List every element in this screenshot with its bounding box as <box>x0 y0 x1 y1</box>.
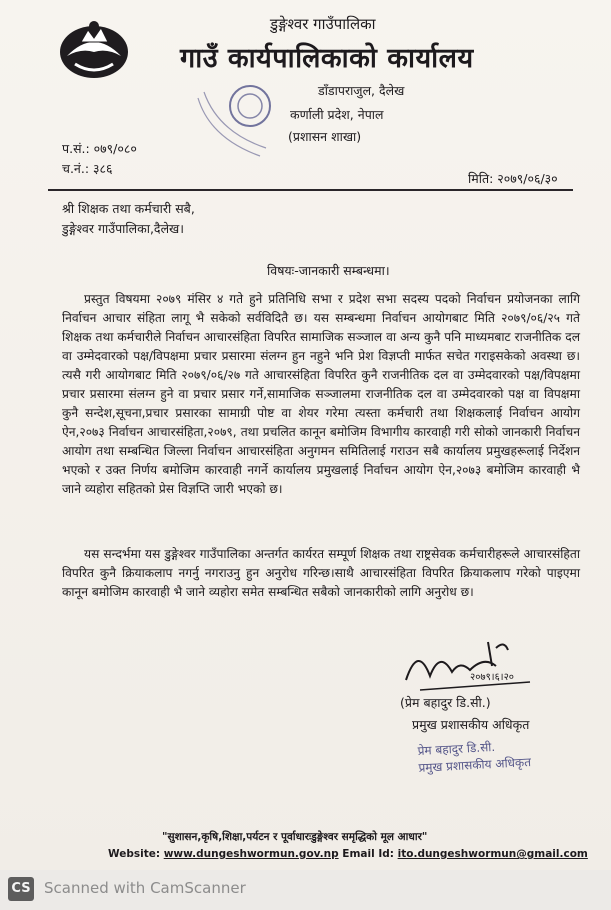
name-seal <box>417 737 531 777</box>
subject-line: विषयः-जानकारी सम्बन्धमा। <box>267 263 390 278</box>
handwritten-signature <box>400 636 550 696</box>
body-paragraph-1: प्रस्तुत विषयमा २०७९ मंसिर ४ गते हुने प्रतिनिधि सभा र प्रदेश सभा सदस्य पदको निर्वाचन प्रयोजनका लागि निर्वाचन आचार संहिता लागू भै सकेको सर्वविदितै छ। यस सम्बन्धमा निर्वाचन आयोगबाट मिति २०७९/०६/२५ गते शिक्षक तथा कर्मचारीले निर्वाचन आचारसंहिता विपरित सामाजिक सञ्जाल वा अन्य कुनै पनि माध्यमबाट राजनीतिक दल वा उम्मेदवारको पक्ष/विपक्षमा प्रचार प्रसारमा संलग्न हुन नहुने भनि प्रेश विज्ञप्ती मार्फत सचेत गराइसकेको अवस्था छ।त्यसै गरी आयोगबाट मिति २०७९/०६/२७ गते आचारसंहिता विपरित कुनै राजनीतिक दल वा उम्मेदवारको पक्ष/विपक्षमा प्रचार प्रसारमा संलग्न हुने वा प्रचार प्रसार गर्ने,सामाजिक सञ्जालमा राजनीतिक दल वा उम्मेदवारको पक्ष वा विपक्षमा कुनै सन्देश,सूचना,प्रचार प्रसारका सामाग्री पोष्ट वा शेयर गरेमा त्यस्ता कर्मचारी तथा शिक्षकलाई निर्वाचन आयोग ऐन,२०७३ निर्वाचन आचारसंहिता,२०७९, तथा प्रचलित कानून बमोजिम विभागीय कारवाही गरी सोको जानकारी निर्वाचन आयोग तथा सम्बन्धित जिल्ला निर्वाचन आचारसंहिता अनुगमन समितिलाई गराउन सबै कार्यालय प्रमुखहरूलाई निर्देशन भएको र उक्त निर्णय बमोजिम कारवाही नगर्ने कार्यालय प्रमुखलाई निर्वाचन आयोग ऐन,२०७३ बमोजिम कारवाही भै जाने व्यहोरा सहितको प्रेस विज्ञप्ति जारी भएको छ। <box>62 292 580 496</box>
camscanner-watermark-text: Scanned with CamScanner <box>44 879 246 897</box>
recipient-line-2: डुङ्गेश्वर गाउँपालिका,दैलेख। <box>62 221 185 236</box>
footer-motto: "सुशासन,कृषि,शिक्षा,पर्यटन र पूर्वाधारःडुङ्गेश्वर समृद्धिको मूल आधार" <box>162 831 428 843</box>
seal-name: प्रेम बहादुर डि.सी. <box>417 739 496 758</box>
website-label: Website: <box>108 848 161 860</box>
nepal-emblem-logo <box>55 18 133 80</box>
seal-designation: प्रमुख प्रशासकीय अधिकृत <box>418 755 532 775</box>
header-divider <box>48 189 573 191</box>
camscanner-logo-icon: CS <box>8 877 34 901</box>
dispatch-number: च.नं.: ३८६ <box>62 161 113 176</box>
reference-number: प.सं.: ०७९/०८० <box>62 141 137 156</box>
address-line-2: कर्णाली प्रदेश, नेपाल <box>290 107 384 122</box>
signatory-name: (प्रेम बहादुर डि.सी.) <box>400 695 491 710</box>
recipient-line-1: श्री शिक्षक तथा कर्मचारी सबै, <box>62 201 195 216</box>
signatory-designation: प्रमुख प्रशासकीय अधिकृत <box>412 717 530 732</box>
email-label: Email Id: <box>342 848 394 860</box>
branch-name: (प्रशासन शाखा) <box>288 129 362 144</box>
footer-contact <box>108 848 588 860</box>
signature-date: २०७९।६।२० <box>470 672 514 683</box>
letter-date: मिति: २०७९/०६/३० <box>468 171 558 186</box>
office-name: डुङ्गेश्वर गाउँपालिका <box>270 15 376 33</box>
body-paragraph-2: यस सन्दर्भमा यस डुङ्गेश्वर गाउँपालिका अन्तर्गत कार्यरत सम्पूर्ण शिक्षक तथा राष्ट्रसेवक कर्मचारीहरूले आचारसंहिता विपरित कुनै क्रियाकलाप नगर्नु नगराउनु हुन अनुरोध गरिन्छ।साथै आचारसंहिता विपरित क्रियाकलाप गरेको पाइएमा कानून बमोजिम कारवाही भै जाने व्यहोरा समेत सम्बन्धित सबैको जानकारीको लागि अनुरोध छ। <box>62 547 580 599</box>
website-link[interactable]: www.dungeshwormun.gov.np <box>163 848 339 860</box>
office-stamp <box>190 78 282 164</box>
email-link[interactable]: ito.dungeshwormun@gmail.com <box>397 848 588 860</box>
address-line-1: डाँडापराजुल, दैलेख <box>318 83 405 98</box>
letterhead-title: गाउँ कार्यपालिकाको कार्यालय <box>180 43 474 74</box>
